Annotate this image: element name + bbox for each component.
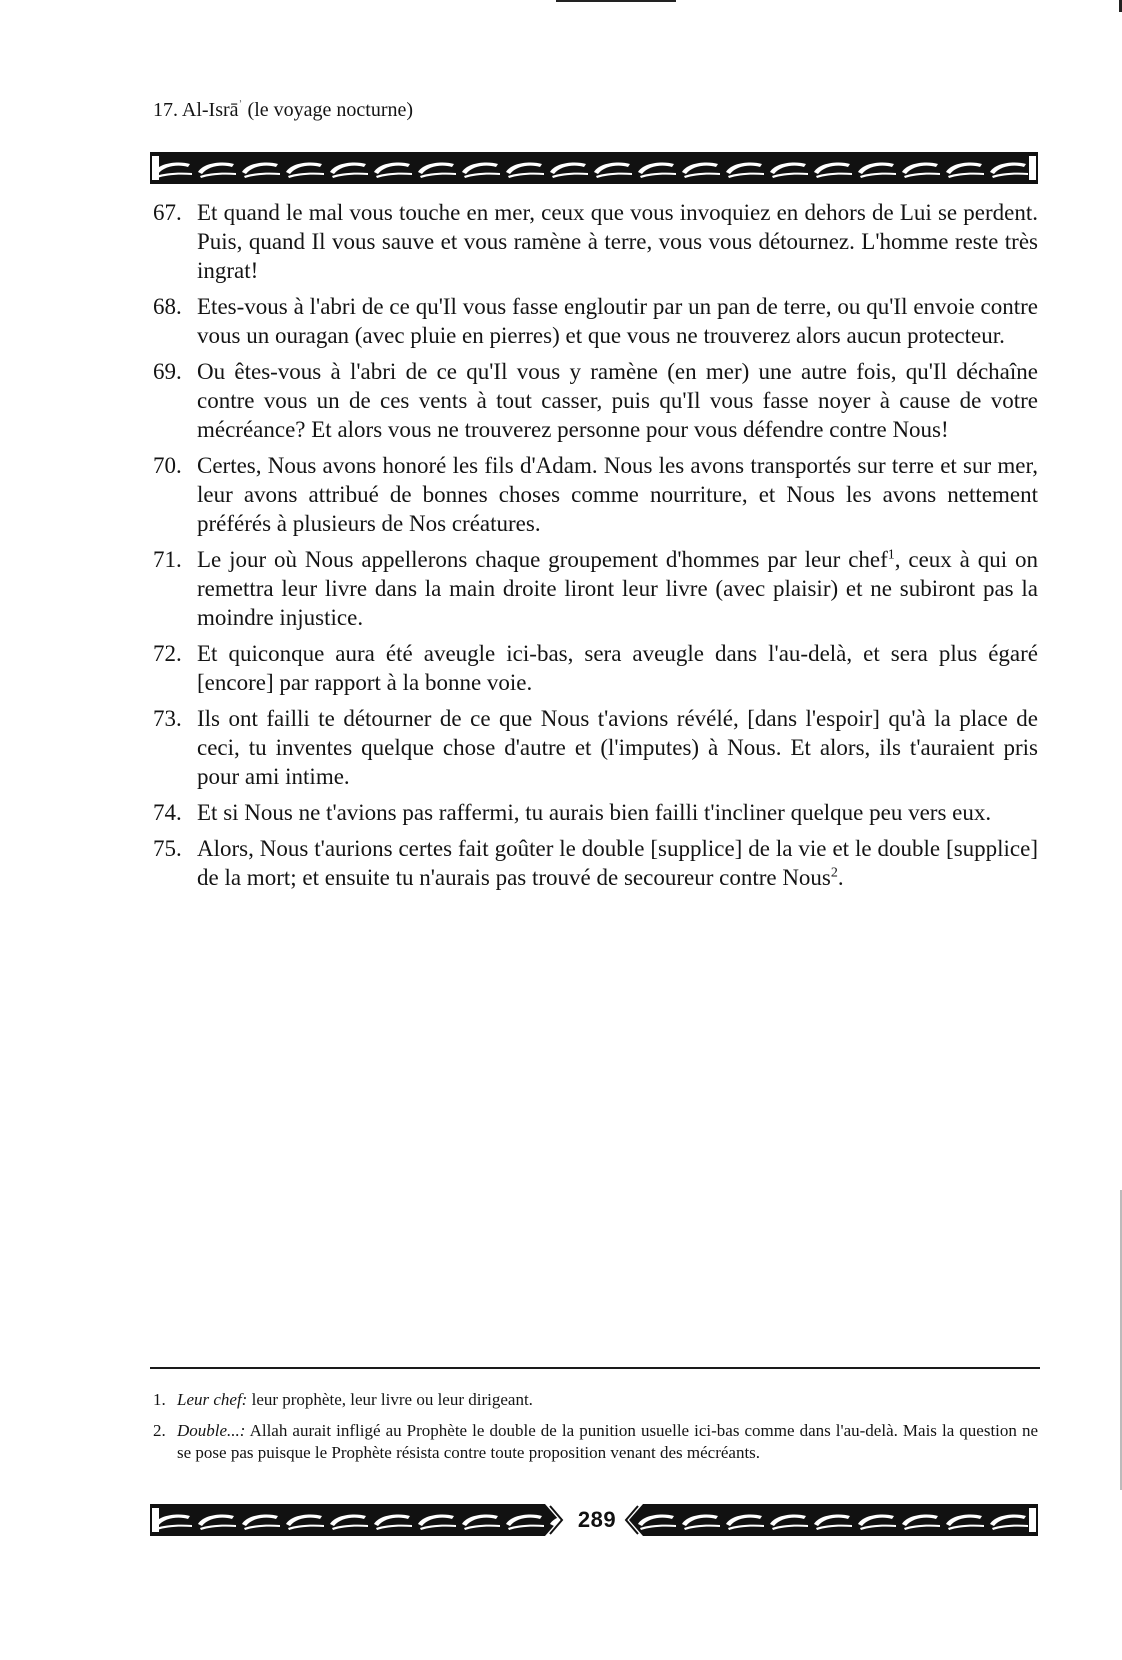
footnote-term: Leur chef: [177,1390,248,1409]
running-head-mark: ʾ [238,97,243,112]
verse-number: 69. [153,359,182,384]
running-head [153,97,413,123]
verse-text: Et quiconque aura été aveugle ici-bas, sera aveugle dans l'au-delà, et sera plus égaré [encore] par rapport à la bonne voie. [197,641,1038,695]
verse-73 [153,704,1038,791]
running-head-suffix: (le voyage nocturne) [242,99,414,121]
verse-text-continued: . [837,865,844,890]
verse-text: Etes-vous à l'abri de ce qu'Il vous fasse engloutir par un pan de terre, ou qu'Il envoie contre vous un ouragan (avec pluie en pierres) et que vous ne trouverez alors aucun protecteur. [197,294,1038,348]
verse-74 [153,798,1038,827]
verse-number: 73. [153,706,182,731]
footnote-body [177,1389,1038,1411]
page-number: 289 [577,1507,617,1532]
footnote-ref-2[interactable]: 2 [830,865,838,881]
verse-text: Ou êtes-vous à l'abri de ce qu'Il vous y ramène (en mer) une autre fois, qu'Il déchaîne contre vous un de ces vents à tout casser, puis qu'Il vous fasse noyer à cause de votre mécréance? Et alors vous ne trouverez personne pour vous défendre contre Nous! [197,359,1038,442]
verse-71 [153,545,1038,632]
verse-75 [153,834,1038,892]
chain-ornament-top-icon [150,152,1038,184]
verse-text: Le jour où Nous appellerons chaque groupement d'hommes par leur chef [197,547,888,572]
footnote-list [153,1389,1038,1473]
verse-number: 68. [153,294,182,319]
verse-text: Ils ont failli te détourner de ce que Nous t'avions révélé, [dans l'espoir] qu'à la place de ceci, tu inventes quelque chose d'autre et (l'imputes) à Nous. Et alors, ils t'auraient pris pour ami intime. [197,706,1038,789]
verse-text: Alors, Nous t'aurions certes fait goûter le double [supplice] de la vie et le double [supplice] de la mort; et ensuite tu n'aurais pas trouvé de secoureur contre Nous [197,836,1038,890]
verse-67 [153,198,1038,285]
verse-number: 72. [153,641,182,666]
verse-text-wrapper [197,834,1038,892]
verse-number: 71. [153,547,182,572]
footnote-1 [153,1389,1038,1411]
footnote-ref-1[interactable]: 1 [887,547,895,563]
footnote-body [177,1420,1038,1464]
verse-text: Certes, Nous avons honoré les fils d'Adam. Nous les avons transportés sur terre et sur mer, leur avons attribué de bonnes choses comme nourriture, et Nous les avons nettement préférés à plusieurs de Nos créatures. [197,453,1038,536]
verse-number: 74. [153,800,182,825]
verse-69 [153,357,1038,444]
verse-number: 70. [153,453,182,478]
verse-text-continued: , ceux à qui on remettra leur livre dans la main droite liront leur livre (avec plaisir) et ne subiront pas la moindre injustice. [197,547,1038,630]
running-head-prefix: 17. Al-Isrā [153,99,239,121]
verse-text: Et quand le mal vous touche en mer, ceux que vous invoquiez en dehors de Lui se perdent. Puis, quand Il vous sauve et vous ramène à terre, vous vous détournez. L'homme reste très ingrat! [197,200,1038,283]
top-edge-rule [556,0,676,2]
verse-68 [153,292,1038,350]
verse-list [153,198,1038,899]
verse-text: Et si Nous ne t'avions pas raffermi, tu aurais bien failli t'incliner quelque peu vers eux. [197,800,992,825]
footnote-2 [153,1420,1038,1464]
verse-72 [153,639,1038,697]
verse-number: 75. [153,836,182,861]
footnote-term: Double...: [177,1421,246,1440]
footnote-text: leur prophète, leur livre ou leur dirigeant. [247,1390,533,1409]
footnote-divider [150,1367,1040,1369]
footnote-text: Allah aurait infligé au Prophète le double de la punition usuelle ici-bas comme dans l'au-delà. Mais la question ne se pose pas puisque le Prophète résista contre toute proposition venant des mécréants. [177,1421,1038,1462]
footnote-number: 2. [153,1421,166,1440]
verse-70 [153,451,1038,538]
footnote-number: 1. [153,1390,166,1409]
verse-number: 67. [153,200,182,225]
verse-text-wrapper [197,545,1038,632]
